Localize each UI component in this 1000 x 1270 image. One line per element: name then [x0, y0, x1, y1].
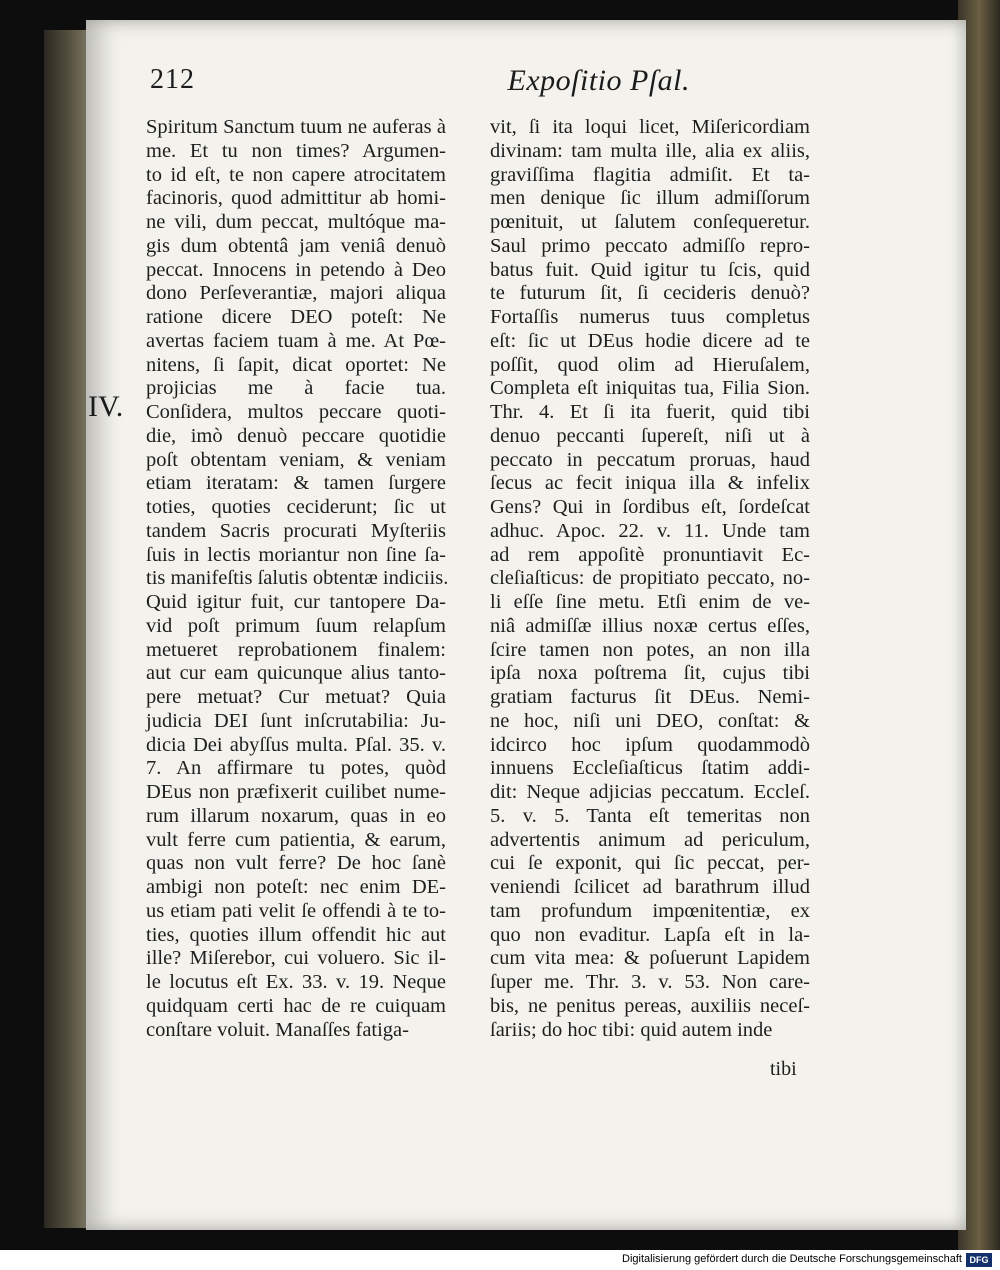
page-header	[150, 60, 690, 104]
text-line: poſt obtentam veniam, & veniam	[146, 448, 446, 471]
text-line: dono Perſeverantiæ, majori aliqua	[146, 282, 446, 305]
section-numeral: IV.	[88, 390, 124, 423]
text-line: innuens Eccleſiaſticus ſtatim addi-	[490, 757, 810, 780]
text-line: tam profundum impœnitentiæ, ex	[490, 899, 810, 922]
text-line: ſuis in lectis moriantur non ſine ſa-	[146, 543, 446, 566]
text-line: 5. v. 5. Tanta eſt temeritas non	[490, 804, 810, 827]
text-line: ille? Miſerebor, cui voluero. Sic il-	[146, 947, 446, 970]
text-line: quo non evaditur. Lapſa eſt in la-	[490, 923, 810, 946]
text-line: Conſidera, multos peccare quoti-	[146, 401, 446, 423]
text-line: te futurum ſit, ſi cecideris denuò?	[490, 282, 810, 305]
text-line: vult ferre cum patientia, & earum,	[146, 828, 446, 851]
text-line: le locutus eſt Ex. 33. v. 19. Neque	[146, 971, 446, 993]
catchword: tibi	[770, 1058, 797, 1080]
text-line: adhuc. Apoc. 22. v. 11. Unde tam	[490, 519, 810, 542]
text-line: niâ admiſſæ illius noxæ certus eſſes,	[490, 614, 810, 637]
text-line: avertas faciem tuam à me. At Pœ-	[146, 329, 446, 352]
text-line: denuo peccanti ſupereſt, niſi ut à	[490, 424, 810, 447]
text-line: ipſa noxa poſtrema ſit, cujus tibi	[490, 662, 810, 685]
text-line: judicia DEI ſunt inſcrutabilia: Ju-	[146, 709, 446, 732]
text-line: advertentis animum ad periculum,	[490, 828, 810, 851]
text-line: li eſſe ſine metu. Etſi enim de ve-	[490, 591, 810, 613]
text-line: eſt: ſic ut DEus hodie dicere ad te	[490, 329, 810, 352]
text-line: quidquam certi hac de re cuiquam	[146, 994, 446, 1017]
text-line: Thr. 4. Et ſi ita fuerit, quid tibi	[490, 401, 810, 423]
text-line: batus fuit. Quid igitur tu ſcis, quid	[490, 258, 810, 281]
text-line: us etiam pati velit ſe offendi à te to-	[146, 899, 446, 922]
text-line: gis dum obtentâ jam veniâ denuò	[146, 234, 446, 257]
text-line: cum vita mea: & poſuerunt Lapidem	[490, 947, 810, 970]
text-line: ambigi non poteſt: nec enim DE-	[146, 876, 446, 898]
running-title: Expoſitio Pſal.	[507, 64, 690, 97]
text-line: Spiritum Sanctum tuum ne auferas à	[146, 116, 446, 138]
text-line: tandem Sacris procurati Myſteriis	[146, 519, 446, 542]
text-line: tis manifeſtis ſalutis obtentæ indiciis.	[146, 567, 449, 590]
book-edge-left	[44, 30, 90, 1228]
text-line: cui ſe exponit, qui ſic peccat, per-	[490, 852, 810, 875]
page-number: 212	[150, 64, 195, 95]
text-line: quas non vult ferre? De hoc ſanè	[146, 852, 446, 875]
text-line: bis, ne penitus pereas, auxiliis neceſ-	[490, 994, 810, 1017]
footer-bar	[0, 1250, 1000, 1270]
text-line: metueret reprobationem finalem:	[146, 638, 446, 661]
text-line: Saul primo peccato admiſſo repro-	[490, 234, 810, 257]
text-line: toties, quoties ceciderunt; ſic ut	[146, 496, 446, 518]
text-line: die, imò denuò peccare quotidie	[146, 424, 446, 447]
text-line: ſcire tamen non potes, an non illa	[490, 638, 810, 661]
text-line: Gens? Qui in ſordibus eſt, ſordeſcat	[490, 496, 810, 518]
text-column-left	[146, 116, 449, 1042]
text-line: rum illarum noxarum, quas in eo	[146, 804, 446, 827]
text-line: DEus non præfixerit cuilibet nume-	[146, 781, 446, 803]
text-line: Quid igitur fuit, cur tantopere Da-	[146, 591, 446, 613]
text-line: pere metuat? Cur metuat? Quia	[146, 686, 446, 708]
text-line: cleſiaſticus: de propitiato peccato, no-	[490, 567, 810, 590]
text-line: ties, quoties illum offendit hic aut	[146, 923, 446, 946]
text-line: graviſſima flagitia admiſit. Et ta-	[490, 163, 810, 186]
text-line: projicias me à facie tua.	[146, 377, 446, 400]
text-line: ne hoc, niſi uni DEO, conſtat: &	[490, 709, 810, 732]
text-line: me. Et tu non times? Argumen-	[146, 139, 446, 162]
text-line: peccato in peccatum proruas, haud	[490, 448, 810, 471]
text-line: nitens, ſi ſapit, dicat oportet: Ne	[146, 353, 446, 376]
text-line: veniendi ſcilicet ad barathrum illud	[490, 876, 810, 898]
text-line: dit: Neque adjicias peccatum. Eccleſ.	[490, 781, 810, 803]
dfg-logo-icon: DFG	[966, 1253, 992, 1267]
text-line: ſuper me. Thr. 3. v. 53. Non care-	[490, 971, 810, 993]
text-line: 7. An affirmare tu potes, quòd	[146, 757, 446, 780]
funding-credit: Digitalisierung gefördert durch die Deutsche Forschungsgemeinschaft	[622, 1253, 962, 1265]
text-column-right	[490, 116, 810, 1042]
text-line: etiam iteratam: & tamen ſurgere	[146, 472, 446, 495]
text-line: ſariis; do hoc tibi: quid autem inde	[490, 1018, 773, 1041]
text-line: ne vili, dum peccat, multóque ma-	[146, 211, 446, 233]
text-line: vit, ſi ita loqui licet, Miſericordiam	[490, 116, 810, 138]
text-line: divinam: tam multa ille, alia ex aliis,	[490, 139, 810, 162]
text-line: poſſit, quod olim ad Hieruſalem,	[490, 353, 810, 376]
text-line: dicia Dei abyſſus multa. Pſal. 35. v.	[146, 733, 446, 756]
text-line: Completa eſt iniquitas tua, Filia Sion.	[490, 377, 810, 400]
text-line: pœnituit, ut ſalutem conſequeretur.	[490, 211, 810, 233]
text-line: aut cur eam quicunque alius tanto-	[146, 662, 446, 685]
text-line: Fortaſſis numerus tuus completus	[490, 306, 810, 328]
text-line: men denique ſic illum admiſſorum	[490, 187, 810, 210]
text-line: ratione dicere DEO poteſt: Ne	[146, 306, 446, 328]
text-line: peccat. Innocens in petendo à Deo	[146, 258, 446, 281]
text-line: gratiam facturus ſit DEus. Nemi-	[490, 686, 810, 708]
text-line: facinoris, quod admittitur ab homi-	[146, 187, 446, 210]
text-line: to id eſt, te non capere atrocitatem	[146, 163, 446, 186]
text-line: ad rem appoſitè pronuntiavit Ec-	[490, 543, 810, 566]
text-line: vid poſt primum ſuum relapſum	[146, 614, 446, 637]
text-line: conſtare voluit. Manaſſes fatiga-	[146, 1018, 409, 1041]
text-line: ſecus ac fecit iniqua illa & infelix	[490, 472, 810, 495]
text-line: idcirco hoc ipſum quodammodò	[490, 733, 810, 756]
